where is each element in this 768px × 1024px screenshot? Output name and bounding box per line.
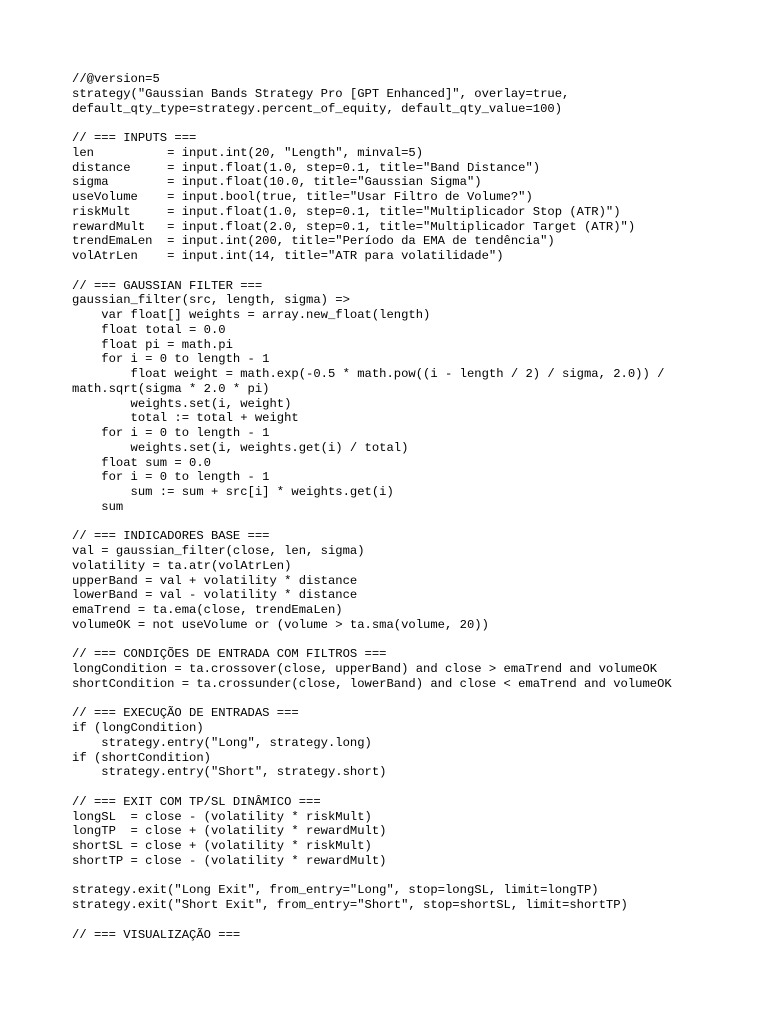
code-line: emaTrend = ta.ema(close, trendEmaLen) (72, 603, 343, 617)
code-line: strategy("Gaussian Bands Strategy Pro [GPT Enhanced]", overlay=true, (72, 86, 570, 101)
code-line: for i = 0 to length - 1 (72, 426, 270, 440)
code-line (72, 116, 672, 131)
code-line: float pi = math.pi (72, 337, 233, 352)
code-line: val = gaussian_filter(close, len, sigma) (72, 544, 365, 558)
code-line: math.sqrt(sigma * 2.0 * pi) (72, 381, 270, 396)
code-line: for i = 0 to length - 1 (72, 470, 270, 485)
code-line: longSL = close - (volatility * riskMult) (72, 809, 372, 824)
code-line (72, 913, 672, 928)
code-line: // === INPUTS === (72, 131, 197, 145)
code-line: sum := sum + src[i] * weights.get(i) (72, 485, 394, 499)
code-line: // === GAUSSIAN FILTER === (72, 278, 263, 293)
code-line (72, 692, 672, 707)
code-line: sum (72, 499, 124, 514)
code-line: strategy.exit("Short Exit", from_entry="Short", stop=shortSL, limit=shortTP) (72, 898, 628, 912)
code-line: rewardMult = input.float(2.0, step=0.1, title="Multiplicador Target (ATR)") (72, 219, 636, 234)
code-line: len = input.int(20, "Length", minval=5) (72, 145, 424, 160)
code-line: float weight = math.exp(-0.5 * math.pow((i - length / 2) / sigma, 2.0)) / (72, 367, 665, 381)
code-line: weights.set(i, weight) (72, 396, 292, 411)
code-line: weights.set(i, weights.get(i) / total) (72, 440, 409, 455)
code-line: var float[] weights = array.new_float(length) (72, 308, 431, 322)
code-line: longTP = close + (volatility * rewardMult) (72, 824, 387, 839)
code-line: riskMult = input.float(1.0, step=0.1, title="Multiplicador Stop (ATR)") (72, 204, 621, 219)
code-line: strategy.entry("Long", strategy.long) (72, 735, 372, 750)
code-line: gaussian_filter(src, length, sigma) => (72, 293, 350, 308)
code-line: upperBand = val + volatility * distance (72, 573, 358, 588)
code-line: default_qty_type=strategy.percent_of_equity, default_qty_value=100) (72, 101, 563, 116)
code-line: if (longCondition) (72, 721, 204, 735)
code-line: //@version=5 (72, 72, 160, 86)
code-line: // === EXIT COM TP/SL DINÂMICO === (72, 794, 321, 809)
code-line: sigma = input.float(10.0, title="Gaussian Sigma") (72, 175, 482, 190)
code-line (72, 633, 672, 648)
code-line: // === EXECUÇÃO DE ENTRADAS === (72, 706, 299, 721)
code-line: shortCondition = ta.crossunder(close, lowerBand) and close < emaTrend and volumeOK (72, 676, 672, 691)
code-line: strategy.exit("Long Exit", from_entry="Long", stop=longSL, limit=longTP) (72, 883, 599, 898)
code-line (72, 264, 672, 279)
code-line (72, 869, 672, 884)
code-line (72, 515, 672, 530)
code-line: float sum = 0.0 (72, 455, 211, 470)
code-line: volumeOK = not useVolume or (volume > ta.sma(volume, 20)) (72, 617, 489, 632)
code-line: for i = 0 to length - 1 (72, 352, 270, 367)
code-line: // === INDICADORES BASE === (72, 529, 270, 544)
code-line (72, 780, 672, 795)
code-line: volAtrLen = input.int(14, title="ATR para volatilidade") (72, 249, 504, 263)
code-line: float total = 0.0 (72, 322, 226, 337)
code-line: // === CONDIÇÕES DE ENTRADA COM FILTROS === (72, 647, 387, 662)
code-line: useVolume = input.bool(true, title="Usar Filtro de Volume?") (72, 190, 533, 204)
code-line: longCondition = ta.crossover(close, upperBand) and close > emaTrend and volumeOK (72, 662, 658, 676)
code-line: shortTP = close - (volatility * rewardMult) (72, 853, 387, 868)
code-line: total := total + weight (72, 411, 299, 426)
code-line: trendEmaLen = input.int(200, title="Período da EMA de tendência") (72, 234, 555, 249)
code-line: volatility = ta.atr(volAtrLen) (72, 558, 292, 573)
code-line: // === VISUALIZAÇÃO === (72, 927, 241, 942)
code-line: lowerBand = val - volatility * distance (72, 588, 358, 603)
code-block (72, 72, 672, 942)
code-line: distance = input.float(1.0, step=0.1, title="Band Distance") (72, 160, 541, 175)
code-line: shortSL = close + (volatility * riskMult) (72, 839, 372, 853)
code-line: strategy.entry("Short", strategy.short) (72, 765, 387, 780)
code-line: if (shortCondition) (72, 750, 211, 765)
